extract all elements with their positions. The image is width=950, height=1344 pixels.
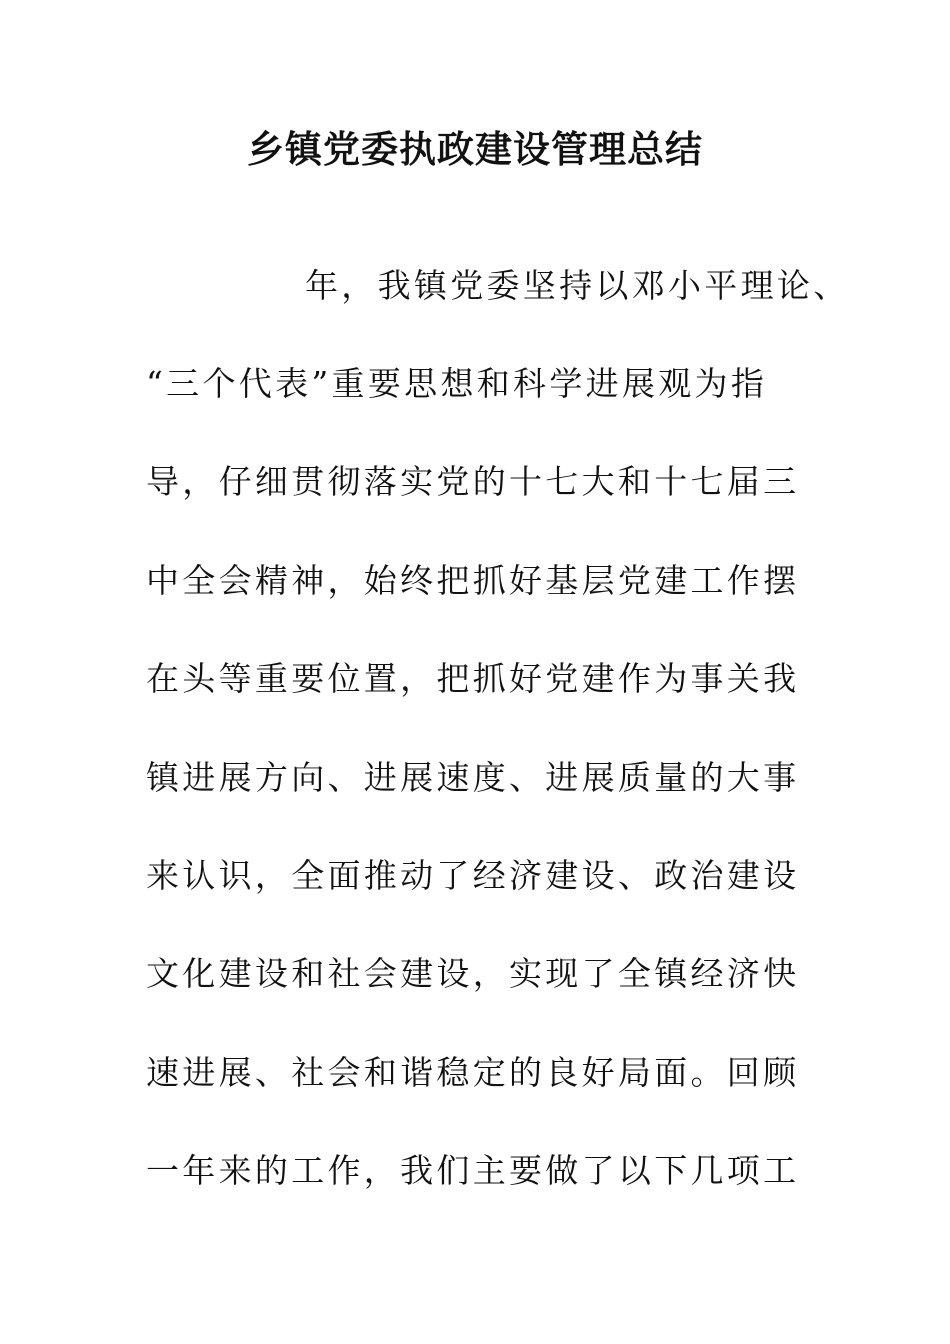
- paragraph-line: 导，仔细贯彻落实党的十七大和十七届三: [146, 462, 800, 501]
- paragraph-line: 中全会精神，始终把抓好基层党建工作摆: [146, 561, 800, 600]
- paragraph-line: 镇进展方向、进展速度、进展质量的大事: [146, 758, 800, 797]
- paragraph-line: “三个代表”重要思想和科学进展观为指: [146, 364, 768, 403]
- paragraph-line: 速进展、社会和谐稳定的良好局面。回顾: [146, 1053, 800, 1092]
- document-title: 乡镇党委执政建设管理总结: [247, 128, 703, 171]
- paragraph-line: 一年来的工作，我们主要做了以下几项工: [146, 1151, 800, 1190]
- paragraph-line: 来认识，全面推动了经济建设、政治建设: [146, 856, 800, 895]
- paragraph-line: 年，我镇党委坚持以邓小平理论、: [305, 266, 850, 305]
- paragraph-line: 在头等重要位置，把抓好党建作为事关我: [146, 659, 800, 698]
- paragraph-line: 文化建设和社会建设，实现了全镇经济快: [146, 954, 800, 993]
